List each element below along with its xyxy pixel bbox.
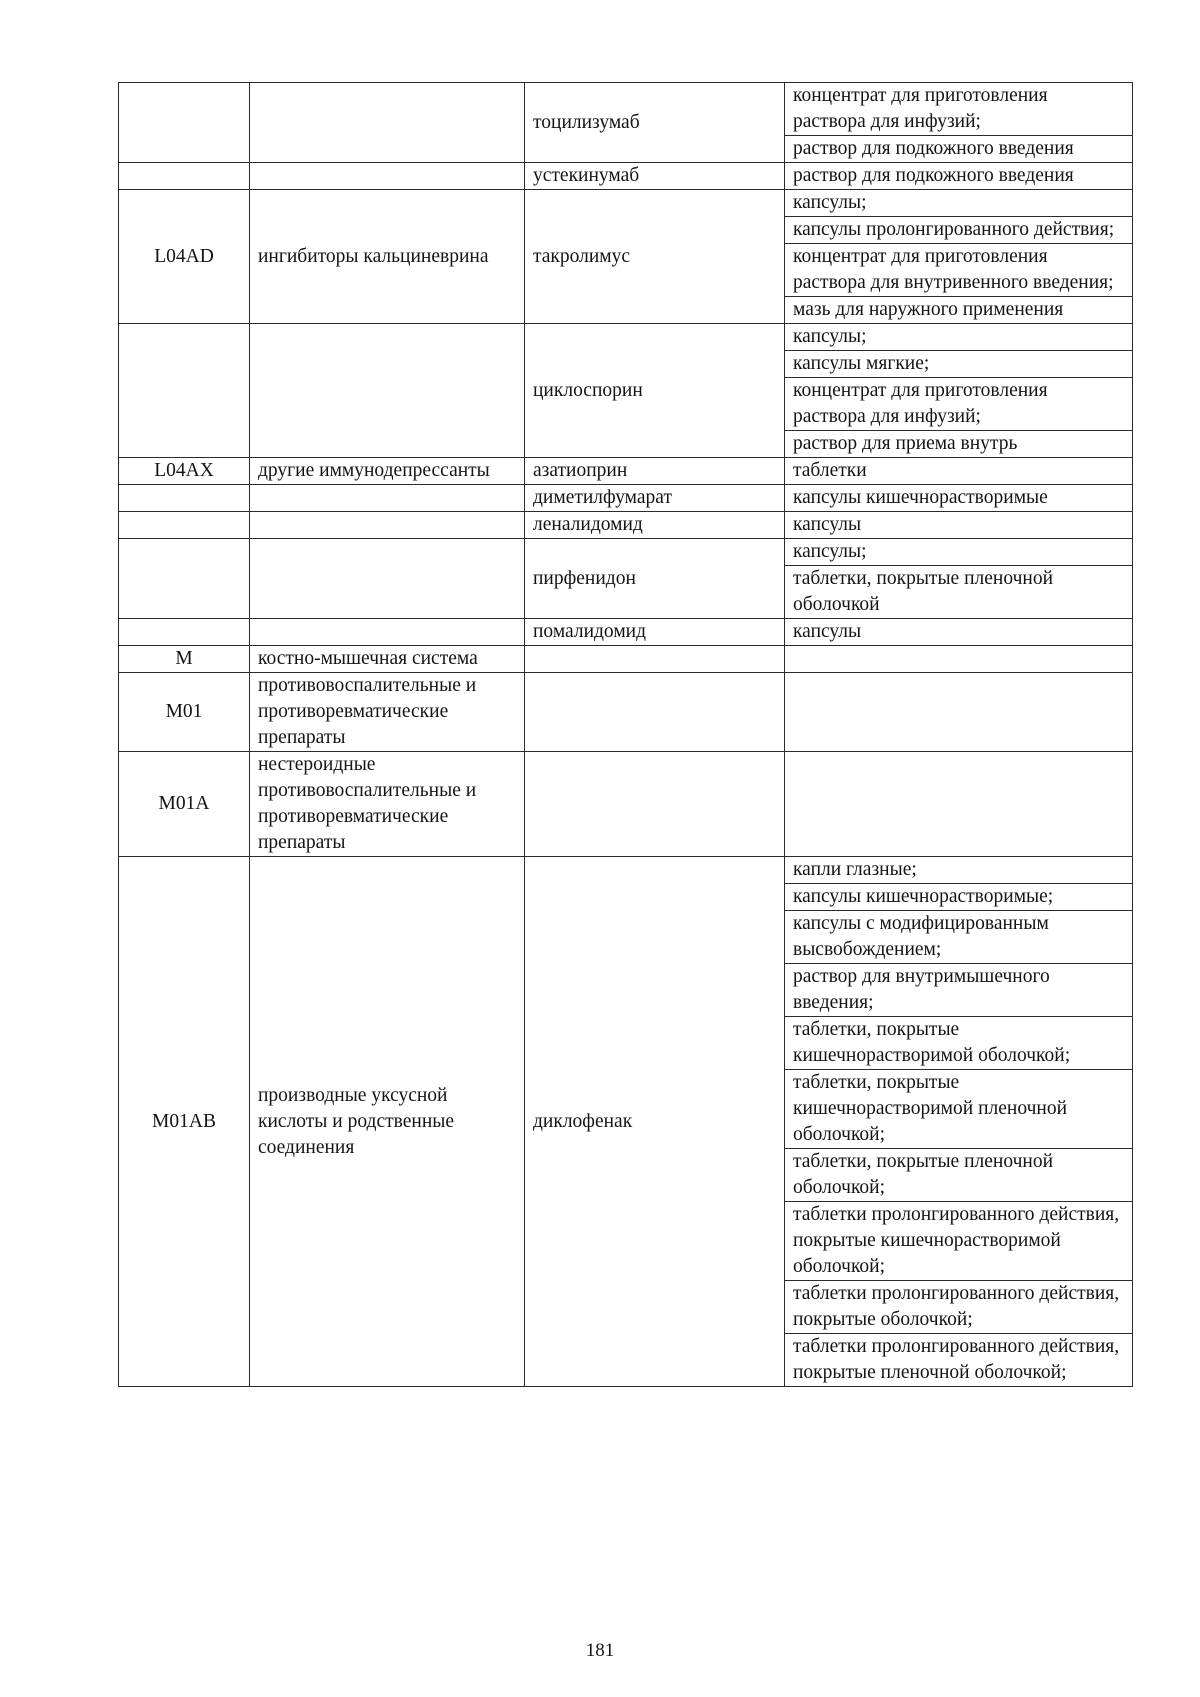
dosage-form-text: таблетки, покрытые кишечнорастворимой пленочной оболочкой; <box>793 1072 1068 1145</box>
group-name-cell <box>250 163 525 190</box>
dosage-form-cell <box>785 163 1133 190</box>
drug-name-cell <box>525 190 785 324</box>
group-name-text: противовоспалительные и противоревматические препараты <box>258 675 477 748</box>
dosage-form-cell <box>785 351 1133 378</box>
dosage-form-text: капсулы <box>793 621 862 642</box>
drug-name-cell <box>525 673 785 752</box>
atc-code-text: L04AD <box>154 245 214 267</box>
drug-name-cell <box>525 539 785 619</box>
dosage-form-cell <box>785 431 1133 458</box>
dosage-form-cell <box>785 673 1133 752</box>
group-name-cell <box>250 673 525 752</box>
drug-name-cell <box>525 163 785 190</box>
group-name-cell <box>250 857 525 1387</box>
table-row <box>119 673 1133 752</box>
dosage-form-text: мазь для наружного применения <box>793 299 1064 320</box>
group-name-text: нестероидные противовоспалительные и противоревматические препараты <box>258 754 477 853</box>
table-row <box>119 485 1133 512</box>
table-row <box>119 539 1133 566</box>
atc-code-text: M <box>175 648 193 669</box>
group-name-cell <box>250 485 525 512</box>
dosage-form-cell <box>785 539 1133 566</box>
dosage-form-cell <box>785 190 1133 217</box>
dosage-form-cell <box>785 566 1133 619</box>
dosage-form-text: раствор для подкожного введения <box>793 165 1074 186</box>
dosage-form-text: капсулы с модифицированным высвобождением; <box>793 913 1049 960</box>
atc-code-cell <box>119 673 250 752</box>
table-row <box>119 324 1133 351</box>
group-name-cell <box>250 752 525 857</box>
dosage-form-cell <box>785 1017 1133 1070</box>
dosage-form-cell <box>785 1149 1133 1202</box>
drug-name-text: леналидомид <box>533 514 643 535</box>
atc-code-cell <box>119 857 250 1387</box>
table-row <box>119 190 1133 217</box>
dosage-form-cell <box>785 324 1133 351</box>
drug-name-cell <box>525 485 785 512</box>
dosage-form-text: раствор для внутримышечного введения; <box>793 966 1050 1013</box>
dosage-form-text: капсулы пролонгированного действия; <box>793 219 1115 240</box>
dosage-form-cell <box>785 857 1133 884</box>
drug-name-text: циклоспорин <box>533 379 643 401</box>
drug-name-text: устекинумаб <box>533 165 640 186</box>
drug-name-text: диклофенак <box>533 1110 633 1132</box>
atc-code-text: M01A <box>158 793 210 814</box>
group-name-cell <box>250 646 525 673</box>
table-body <box>119 83 1133 1387</box>
dosage-form-text: таблетки пролонгированного действия, покрытые оболочкой; <box>793 1283 1120 1330</box>
drug-name-text: азатиоприн <box>533 460 628 481</box>
drug-name-text: тоцилизумаб <box>533 111 640 133</box>
drug-name-cell <box>525 512 785 539</box>
drug-name-text: такролимус <box>533 245 631 267</box>
atc-code-cell <box>119 512 250 539</box>
dosage-form-text: раствор для приема внутрь <box>793 433 1018 454</box>
table-row <box>119 646 1133 673</box>
dosage-form-cell <box>785 485 1133 512</box>
atc-code-cell <box>119 646 250 673</box>
dosage-form-cell <box>785 1334 1133 1387</box>
table-row <box>119 512 1133 539</box>
drug-table <box>118 82 1133 1387</box>
group-name-cell <box>250 539 525 619</box>
dosage-form-text: капсулы <box>793 514 862 535</box>
atc-code-cell <box>119 752 250 857</box>
dosage-form-cell <box>785 1281 1133 1334</box>
dosage-form-text: капсулы; <box>793 541 867 562</box>
dosage-form-text: капсулы кишечнорастворимые <box>793 487 1048 508</box>
atc-code-cell <box>119 485 250 512</box>
atc-code-text: M01 <box>165 701 203 722</box>
dosage-form-cell <box>785 378 1133 431</box>
dosage-form-cell <box>785 136 1133 163</box>
dosage-form-text: раствор для подкожного введения <box>793 138 1074 159</box>
drug-name-cell <box>525 646 785 673</box>
atc-code-text: M01AB <box>152 1110 216 1132</box>
drug-name-cell <box>525 458 785 485</box>
dosage-form-cell <box>785 646 1133 673</box>
dosage-form-cell <box>785 752 1133 857</box>
group-name-cell <box>250 83 525 163</box>
drug-name-cell <box>525 83 785 163</box>
dosage-form-cell <box>785 217 1133 244</box>
atc-code-cell <box>119 619 250 646</box>
table-row <box>119 458 1133 485</box>
group-name-text: ингибиторы кальциневрина <box>258 245 489 267</box>
drug-name-text: диметилфумарат <box>533 487 672 508</box>
dosage-form-cell <box>785 1202 1133 1281</box>
table-row <box>119 83 1133 136</box>
dosage-form-cell <box>785 83 1133 136</box>
table-row <box>119 857 1133 884</box>
dosage-form-text: таблетки, покрытые пленочной оболочкой <box>793 568 1054 615</box>
dosage-form-cell <box>785 964 1133 1017</box>
table-row <box>119 163 1133 190</box>
dosage-form-cell <box>785 911 1133 964</box>
atc-code-cell <box>119 190 250 324</box>
dosage-form-cell <box>785 458 1133 485</box>
group-name-cell <box>250 619 525 646</box>
dosage-form-text: таблетки, покрытые пленочной оболочкой; <box>793 1151 1054 1198</box>
page-number: 181 <box>585 1640 615 1661</box>
drug-name-text: помалидомид <box>533 621 647 642</box>
group-name-text: костно-мышечная система <box>258 648 478 669</box>
atc-code-cell <box>119 324 250 458</box>
dosage-form-cell <box>785 619 1133 646</box>
dosage-form-text: таблетки пролонгированного действия, покрытые пленочной оболочкой; <box>793 1336 1120 1383</box>
drug-name-cell <box>525 752 785 857</box>
group-name-cell <box>250 512 525 539</box>
dosage-form-text: капсулы мягкие; <box>793 353 930 374</box>
dosage-form-text: капли глазные; <box>793 859 917 880</box>
dosage-form-cell <box>785 244 1133 297</box>
drug-name-cell <box>525 857 785 1387</box>
group-name-text: другие иммунодепрессанты <box>258 460 490 481</box>
atc-code-cell <box>119 458 250 485</box>
atc-code-text: L04AX <box>154 460 214 481</box>
dosage-form-cell <box>785 297 1133 324</box>
table-row <box>119 619 1133 646</box>
dosage-form-text: таблетки <box>793 460 867 481</box>
group-name-text: производные уксусной кислоты и родственные соединения <box>258 1084 455 1158</box>
group-name-cell <box>250 324 525 458</box>
dosage-form-cell <box>785 884 1133 911</box>
drug-name-cell <box>525 324 785 458</box>
dosage-form-text: капсулы; <box>793 192 867 213</box>
dosage-form-cell <box>785 1070 1133 1149</box>
dosage-form-text: таблетки пролонгированного действия, покрытые кишечнорастворимой оболочкой; <box>793 1204 1120 1277</box>
drug-name-cell <box>525 619 785 646</box>
table-row <box>119 752 1133 857</box>
drug-name-text: пирфенидон <box>533 567 636 589</box>
group-name-cell <box>250 190 525 324</box>
group-name-cell <box>250 458 525 485</box>
dosage-form-cell <box>785 512 1133 539</box>
dosage-form-text: концентрат для приготовления раствора для инфузий; <box>793 380 1048 427</box>
dosage-form-text: таблетки, покрытые кишечнорастворимой оболочкой; <box>793 1019 1071 1066</box>
dosage-form-text: капсулы кишечнорастворимые; <box>793 886 1054 907</box>
dosage-form-text: концентрат для приготовления раствора для внутривенного введения; <box>793 246 1114 293</box>
dosage-form-text: капсулы; <box>793 326 867 347</box>
atc-code-cell <box>119 83 250 163</box>
dosage-form-text: концентрат для приготовления раствора для инфузий; <box>793 85 1048 132</box>
atc-code-cell <box>119 539 250 619</box>
atc-code-cell <box>119 163 250 190</box>
